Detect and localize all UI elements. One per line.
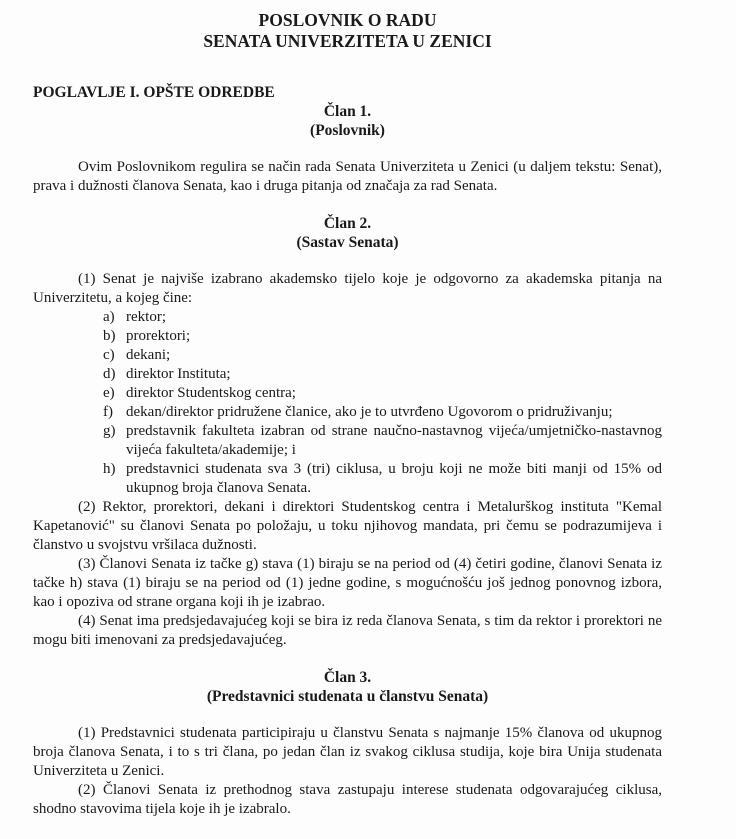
list-label: c)	[103, 347, 115, 363]
chapter-heading: POGLAVLJE I. OPŠTE ODREDBE	[33, 84, 275, 101]
list-text: dekani;	[126, 347, 171, 363]
list-item	[33, 327, 662, 346]
article-number: Član 1.	[323, 103, 372, 120]
list-item	[33, 422, 662, 460]
list-item	[33, 403, 662, 422]
list-label: f)	[103, 404, 113, 420]
article-paragraph-3: (3) Članovi Senata iz tačke g) stava (1) biraju se na period od (4) četiri godine, članovi Senata iz tačke h) stava (1) biraju se na period od (1) jedne godine, s mogućnošću još jednog ponovnog izbora, kao i opoziva od strane organa koji ih je izabrao.	[33, 556, 662, 610]
article-heading: (Predstavnici studenata u članstvu Senata)	[206, 688, 489, 705]
list-item	[33, 346, 662, 365]
list-text: prorektori;	[126, 328, 191, 344]
article-number: Član 2.	[323, 215, 372, 232]
article-heading: (Sastav Senata)	[296, 234, 399, 251]
article-2	[33, 214, 662, 650]
list-label: b)	[103, 328, 116, 344]
document-page	[33, 0, 662, 839]
list-text: direktor Studentskog centra;	[126, 385, 296, 401]
member-list	[33, 308, 662, 498]
list-item	[33, 384, 662, 403]
article-paragraph: Ovim Poslovnikom regulira se način rada Senata Univerziteta u Zenici (u daljem tekstu: Senat), prava i dužnosti članova Senata, kao i druga pitanja od značaja za rad Senata.	[33, 159, 662, 194]
list-text: predstavnici studenata sva 3 (tri) ciklusa, u broju koji ne može biti manji od 15% od ukupnog broja članova Senata.	[126, 461, 662, 496]
list-label: e)	[103, 385, 115, 401]
list-label: d)	[103, 366, 116, 382]
article-paragraph-4: (4) Senat ima predsjedavajućeg koji se bira iz reda članova Senata, s tim da rektor i prorektori ne mogu biti imenovani za predsjedavajućeg.	[33, 613, 662, 648]
article-3	[33, 668, 662, 819]
title-line-1: POSLOVNIK O RADU	[258, 10, 437, 30]
article-heading: (Poslovnik)	[310, 122, 385, 139]
list-label: h)	[103, 461, 116, 477]
list-text: rektor;	[126, 309, 166, 325]
article-paragraph-2: (2) Rektor, prorektori, dekani i direktori Studentskog centra i Metalurškog instituta "Kemal Kapetanović" su članovi Senata po položaju, u toku njihovog mandata, pri čemu se podrazumijeva i članstvo u svojstvu vršilaca dužnosti.	[33, 499, 662, 553]
list-item	[33, 460, 662, 498]
list-item	[33, 308, 662, 327]
list-text: dekan/direktor pridružene članice, ako je to utvrđeno Ugovorom o pridruživanju;	[126, 404, 613, 420]
title-line-2: SENATA UNIVERZITETA U ZENICI	[203, 31, 492, 51]
list-text: predstavnik fakulteta izabran od strane naučno-nastavnog vijeća/umjetničko-nastavnog vijeća fakulteta/akademije; i	[126, 423, 662, 458]
list-item	[33, 365, 662, 384]
list-label: g)	[103, 423, 116, 439]
article-paragraph-1: (1) Predstavnici studenata participiraju u članstvu Senata s najmanje 15% članova od ukupnog broja članova Senata, i to s tri člana, po jedan član iz svakog ciklusa studija, koje bira Unija studenata Univerziteta u Zenici.	[33, 725, 662, 779]
document-title	[33, 10, 662, 52]
list-label: a)	[103, 309, 115, 325]
list-text: direktor Instituta;	[126, 366, 231, 382]
article-paragraph-1: (1) Senat je najviše izabrano akademsko tijelo koje je odgovorno za akademska pitanja na Univerzitetu, a kojeg čine:	[33, 271, 662, 306]
article-paragraph-2: (2) Članovi Senata iz prethodnog stava zastupaju interese studenata odgovarajućeg ciklusa, shodno stavovima tijela koje ih je izabralo.	[33, 782, 662, 817]
article-1	[33, 102, 662, 196]
article-number: Član 3.	[323, 669, 372, 686]
